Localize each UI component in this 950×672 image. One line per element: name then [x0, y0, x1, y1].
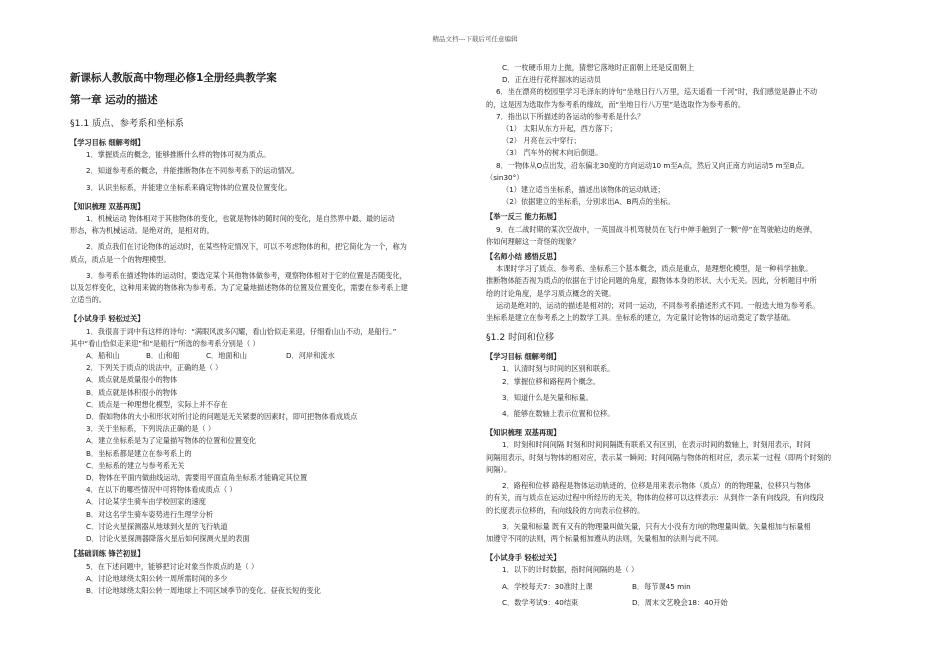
section-heading: §1.2 时间和位移 — [486, 332, 555, 344]
left-column — [70, 62, 470, 597]
option-item: D．河岸和流水 — [286, 351, 335, 361]
text-line: 2．质点我们在讨论物体的运动时，在某些特定情况下，可以不考虑物体的和，把它简化为一个，称为 — [86, 242, 407, 252]
text-line: 推断物体能否视为质点的依据在于讨论问题的角度，跟物体本身的形状、大小无关。因此，分析题目中所 — [486, 276, 817, 286]
text-line: 立适当的。 — [70, 295, 106, 305]
text-line: （sin30°） — [486, 172, 524, 182]
text-line: 3．认识坐标系，并能建立坐标系来确定物体的位置及位置变化。 — [86, 182, 292, 192]
text-line: C．一枚硬币用力上抛，猜想它落地时正面朝上还是反面朝上 — [502, 63, 694, 72]
option-item: A．学校每天7：30准时上课 — [502, 581, 593, 591]
text-line: B．对这名学生骑车姿势进行生理学分析 — [86, 509, 214, 519]
option-item: D．周末文艺晚会18：40开始 — [632, 597, 728, 607]
text-line: 3．关于坐标系，下列说法正确的是（ ） — [86, 424, 216, 434]
text-line: C．坐标系的建立与参考系无关 — [86, 460, 185, 470]
option-item: B．每节课45 min — [632, 581, 691, 591]
option-row — [486, 581, 891, 593]
block-heading: 【学习目标 细解考纲】 — [70, 138, 145, 147]
text-line: 本课时学习了质点、参考系、坐标系三个基本概念，质点是重点，是理想化模型，是一种科学抽象。 — [496, 264, 813, 274]
text-line: 的长度表示位移的，有向线段的方向表示位移的。 — [486, 505, 645, 515]
text-line: D．物体在平面内做曲线运动，需要用平面直角坐标系才能确定其位置 — [86, 473, 308, 483]
text-line: 1．认清时刻与时间的区别和联系。 — [502, 364, 615, 374]
text-line: 4．在以下的哪些情况中可将物体看成质点（ ） — [86, 485, 237, 495]
text-line: （3） 汽车外的树木向后倒退。 — [502, 148, 603, 158]
text-line: D．正在进行花样溜冰的运动员 — [502, 75, 601, 85]
block-heading: 【举一反三 能力拓展】 — [486, 212, 561, 222]
text-line: A．讨论某学生骑车由学校回家的速度 — [86, 497, 206, 507]
option-row — [70, 350, 470, 362]
text-line: 7．指出以下所描述的各运动的参考系是什么？ — [496, 111, 645, 121]
text-line: 以及怎样变化，这种用来做的物体称为参考系。为了定量地描述物体的位置及位置变化，需要在参考系上建 — [70, 283, 408, 293]
text-line: 2．掌握位移和路程两个概念。 — [502, 376, 601, 386]
text-line: 5．在下述问题中，能够把讨论对象当作质点的是（ ） — [86, 561, 259, 571]
block-heading: 【学习目标 细解考纲】 — [486, 352, 561, 362]
text-line: 3．知道什么是矢量和标量。 — [502, 392, 593, 402]
text-line: A．讨论地球绕太阳公转一周所需时间的多少 — [86, 573, 228, 583]
text-line: D．讨论火星探测器降落火星后如何探测火星的表面 — [86, 534, 250, 544]
text-line: 8．一物体从O点出发，沿东偏北30度的方向运动10 m至A点，然后又向正南方向运动5 m至B点。 — [496, 160, 810, 170]
text-line: 间隔）。 — [486, 464, 512, 474]
text-line: （1）建立适当坐标系，描述出该物体的运动轨迹； — [502, 185, 665, 195]
text-line: D．假如物体的大小和形状对所讨论的问题是无关紧要的因素时，即可把物体看成质点 — [86, 412, 358, 422]
text-line: 其中“看山恰似走来迎”和“是船行”所选的参考系分别是（ ） — [70, 338, 260, 348]
option-item: C．地面和山 — [206, 351, 247, 361]
text-line: 4．能够在数轴上表示位置和位移。 — [502, 409, 615, 419]
section-heading: §1.1 质点、参考系和坐标系 — [70, 118, 184, 129]
text-line: （2） 月亮在云中穿行； — [502, 136, 581, 146]
spacer — [486, 545, 891, 549]
text-line: 1．我很喜于词中有这样的诗句：“满眼风波多闪耀，看山恰似走来迎，仔细看山山不动，是船行。” — [86, 326, 397, 336]
text-line: 6．坐在漂亮的校园里学习毛泽东的诗句“坐地日行八万里，巡天遥看一千河”时，我们感觉是静止不动 — [496, 87, 818, 97]
text-line: 2．知道参考系的概念，并能推断物体在不同参考系下的运动情况。 — [86, 166, 300, 176]
text-line: 坐标系是建立在参考系之上的数学工具。坐标系的建立，为定量讨论物体的运动奠定了数学基础。 — [486, 313, 796, 323]
spacer — [70, 194, 470, 198]
option-item: A．船和山 — [86, 351, 120, 361]
text-line: A．质点就是质量很小的物体 — [86, 375, 178, 385]
text-line: 质点，质点是一个的物理模型。 — [70, 254, 171, 264]
text-line: 的有关，而与质点在运动过程中所经历的无关，物体的位移可以这样表示：从到作一条有向线段，有向线段 — [486, 493, 824, 503]
spacer — [70, 306, 470, 310]
text-line: 间隔用表示，时刻与物体的相对应，表示某一瞬间；时间间隔与物体的相对应，表示某一过程（即两个时刻的 — [486, 452, 832, 462]
block-heading: 【基础训练 锋芒初显】 — [70, 549, 145, 559]
text-line: 9．在二战时期的某次空战中，一英国战斗机驾驶员在飞行中伸手触到了一颗“停”在驾驶舱边的炮弹， — [496, 224, 818, 234]
page-header: 精品文档---下载后可任意编辑 — [432, 35, 518, 43]
text-line: 你如何理解这一奇怪的现象？ — [486, 236, 580, 246]
right-column — [486, 62, 891, 609]
text-line: A．建立坐标系是为了定量描写物体的位置和位置变化 — [86, 436, 257, 446]
text-line: 2．路程和位移 路程是物体运动轨迹的，位移是用来表示物体（质点）的的物理量，位移只与物体 — [502, 481, 811, 491]
block-heading: 【小试身手 轻松过关】 — [70, 314, 145, 324]
text-line: 形态，称为机械运动。是绝对的，是相对的。 — [70, 226, 214, 236]
block-heading: 【知识梳理 双基再现】 — [486, 428, 561, 438]
block-heading: 【名师小结 感悟反思】 — [486, 252, 561, 262]
text-line: 运动是绝对的，运动的描述是相对的；对同一运动，不同参考系描述形式不同。一般选大地为参考系。 — [496, 300, 820, 310]
text-line: B．坐标系都是建立在参考系上的 — [86, 448, 192, 458]
block-heading: 【小试身手 轻松过关】 — [486, 553, 561, 563]
text-line: 1．掌握质点的概念，能够推断什么样的物体可视为质点。 — [86, 150, 271, 160]
text-line: 2．下列关于质点的说法中，正确的是（ ） — [86, 363, 223, 373]
text-line: 的，这是因为选取作为参考系的缘故，而“坐地日行八万里”是选取作为参考系的。 — [486, 99, 746, 109]
document-title: 新课标人教版高中物理必修1全册经典教学案 — [70, 72, 277, 84]
text-line: 给的讨论角度，是学习质点概念的关键。 — [486, 288, 616, 298]
text-line: C．讨论火星探测器从地球到火星的飞行轨道 — [86, 521, 228, 531]
block-heading: 【知识梳理 双基再现】 — [70, 201, 145, 211]
text-line: 1．时刻和时间间隔 时刻和时间间隔既有联系又有区别，在表示时间的数轴上，时刻用表示，时间 — [502, 440, 811, 450]
text-line: C．质点是一种理想化模型，实际上并不存在 — [86, 399, 228, 409]
text-line: 3．矢量和标量 既有又有的物理量叫做矢量，只有大小没有方向的物理量叫做。矢量相加与标量相 — [502, 521, 811, 531]
spacer — [486, 420, 891, 424]
text-line: 3．参考系在描述物体的运动时，要选定某个其他物体做参考，观察物体相对于它的位置是否随变化， — [86, 270, 407, 280]
text-line: B．讨论地球绕太阳公转一周地球上不同区域季节的变化、昼夜长短的变化 — [86, 585, 321, 595]
text-line: （1） 太阳从东方升起，西方落下； — [502, 124, 617, 134]
option-item: B．山和船 — [146, 351, 180, 361]
option-item: C．数学考试9：40结束 — [502, 597, 579, 607]
text-line: （2）依据建立的坐标系，分别求出A、B两点的坐标。 — [502, 197, 675, 207]
text-line: B．质点就是体积很小的物体 — [86, 387, 178, 397]
text-line: 1．以下的计时数据，指时间间隔的是（ ） — [502, 565, 639, 575]
text-line: 加遵守不同的法则，两个标量相加遵从的法则，矢量相加的法则与此不同。 — [486, 533, 724, 543]
chapter-heading: 第一章 运动的描述 — [70, 94, 158, 106]
text-line: 1．机械运动 物体相对于其他物体的变化，也就是物体的随时间的变化，是自然界中最、最的运动 — [86, 214, 395, 224]
option-row — [486, 597, 891, 609]
